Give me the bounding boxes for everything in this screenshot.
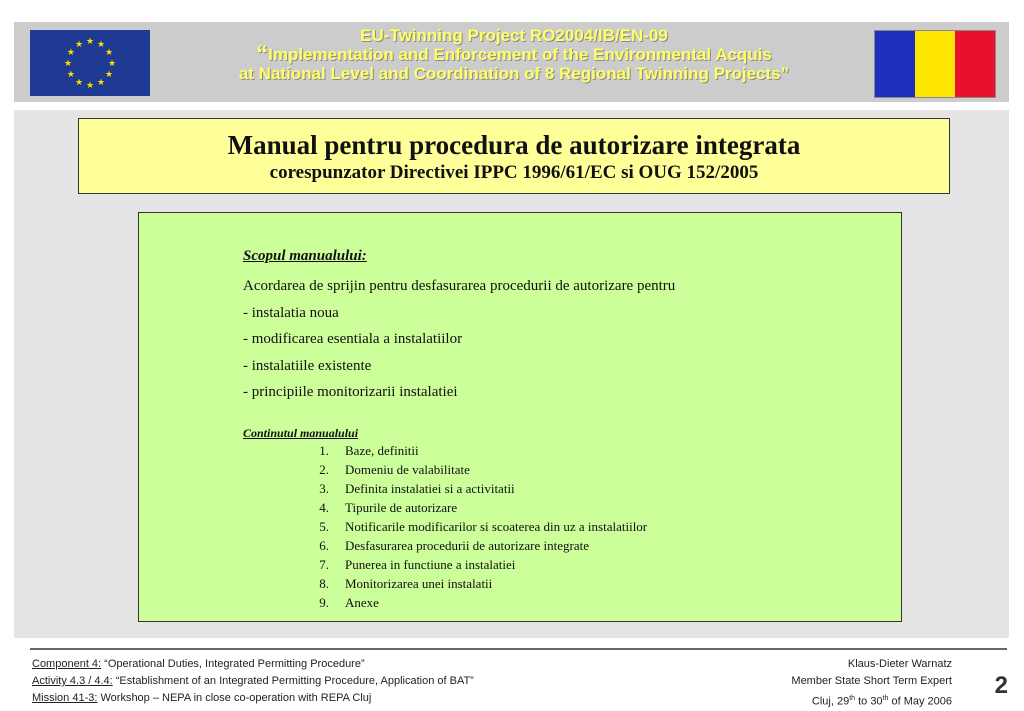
scope-heading: Scopul manualului:: [243, 248, 367, 264]
toc-text: Baze, definitii: [345, 442, 419, 458]
footer-label: Mission 41-3:: [32, 692, 98, 704]
footer-text: “Establishment of an Integrated Permitting Procedure, Application of BAT”: [112, 675, 474, 687]
toc-item: [243, 441, 883, 460]
toc-text: Punerea in functiune a instalatiei: [345, 556, 516, 572]
toc-number: 1.: [319, 442, 329, 458]
content-text: [243, 247, 883, 612]
date-part: to 30: [855, 695, 883, 708]
eu-star-icon: ★: [66, 47, 75, 57]
toc-item: [243, 536, 883, 555]
eu-star-icon: ★: [107, 58, 117, 68]
footer-text: “Operational Duties, Integrated Permitting Procedure”: [101, 658, 365, 670]
toc-number: 3.: [319, 480, 329, 496]
date-sup: th: [882, 695, 889, 702]
toc-text: Notificarile modificarilor si scoaterea din uz a instalatiilor: [345, 518, 648, 534]
toc-item: [243, 498, 883, 517]
date-part: of May 2006: [888, 695, 952, 708]
toc-item: [243, 574, 883, 593]
eu-star-icon: ★: [66, 69, 75, 79]
title-box: [78, 118, 950, 194]
toc-number: 2.: [319, 461, 329, 477]
scope-line: - instalatia noua: [243, 304, 339, 321]
eu-star-icon: ★: [85, 36, 95, 46]
toc-number: 4.: [319, 499, 329, 515]
toc-text: Monitorizarea unei instalatii: [345, 575, 493, 591]
toc-item: [243, 555, 883, 574]
project-title: [154, 26, 874, 83]
eu-star-icon: ★: [96, 38, 106, 49]
content-box: [138, 212, 902, 622]
toc-number: 9.: [319, 594, 329, 610]
footer-right: [791, 656, 952, 711]
slide-panel: [14, 110, 1009, 638]
expert-role: Member State Short Term Expert: [791, 675, 952, 687]
ro-flag-blue: [875, 31, 915, 97]
quote-open: “: [256, 41, 269, 68]
event-date: [791, 690, 952, 711]
scope-line: - modificarea esentiala a instalatiilor: [243, 331, 463, 347]
toc-item: [243, 593, 883, 612]
toc-text: Anexe: [345, 594, 379, 610]
scope-line: - principiile monitorizarii instalatiei: [243, 384, 458, 400]
footer-label: Activity 4.3 / 4.4:: [32, 675, 113, 687]
eu-flag-icon: [30, 30, 150, 96]
eu-star-icon: ★: [96, 77, 106, 88]
footer-left: [32, 656, 474, 707]
eu-star-icon: ★: [85, 80, 95, 90]
eu-star-icon: ★: [63, 58, 73, 68]
eu-star-icon: ★: [74, 38, 84, 49]
eu-star-icon: ★: [74, 77, 84, 88]
toc-number: 7.: [319, 556, 329, 572]
page-number: 2: [994, 672, 1008, 699]
eu-stars: [30, 30, 150, 96]
header-banner: [14, 22, 1009, 102]
footer-mission: [32, 690, 474, 707]
toc-number: 5.: [319, 518, 329, 534]
date-part: Cluj, 29: [811, 695, 850, 708]
toc-list: [243, 441, 883, 612]
toc-heading: Continutul manualului: [243, 425, 359, 440]
toc-item: [243, 479, 883, 498]
project-code: EU-Twinning Project RO2004/IB/EN-09: [360, 26, 668, 45]
toc-number: 8.: [319, 575, 329, 591]
slide-subtitle: corespunzator Directivei IPPC 1996/61/EC si OUG 152/2005: [269, 162, 759, 183]
expert-name: Klaus-Dieter Warnatz: [847, 658, 952, 670]
ro-flag-red: [955, 31, 995, 97]
eu-star-icon: ★: [105, 47, 114, 57]
toc-text: Domeniu de valabilitate: [345, 461, 470, 477]
scope-line: - instalatiile existente: [243, 357, 372, 374]
footer-text: Workshop – NEPA in close co-operation with REPA Cluj: [97, 692, 372, 704]
romania-flag-icon: [874, 30, 996, 98]
project-subtitle-text: Implementation and Enforcement of the Environmental Acquis: [268, 45, 772, 64]
footer-component: [32, 656, 474, 673]
footer-divider: [30, 648, 1007, 650]
scope-line: Acordarea de sprijin pentru desfasurarea procedurii de autorizare pentru: [243, 278, 676, 294]
slide-title: Manual pentru procedura de autorizare integrata: [227, 130, 801, 160]
date-sup: th: [849, 695, 856, 702]
toc-number: 6.: [319, 537, 329, 553]
toc-item: [243, 517, 883, 536]
ro-flag-yellow: [915, 31, 955, 97]
toc-item: [243, 460, 883, 479]
footer-activity: [32, 673, 474, 690]
project-subtitle-line1: [154, 41, 874, 68]
toc-text: Desfasurarea procedurii de autorizare integrate: [345, 537, 589, 553]
eu-star-icon: ★: [105, 69, 114, 79]
toc-text: Tipurile de autorizare: [345, 499, 458, 515]
toc-text: Definita instalatiei si a activitatii: [345, 480, 515, 496]
footer-label: Component 4:: [32, 658, 102, 670]
project-subtitle-line2: at National Level and Coordination of 8 Regional Twinning Projects”: [238, 64, 790, 83]
